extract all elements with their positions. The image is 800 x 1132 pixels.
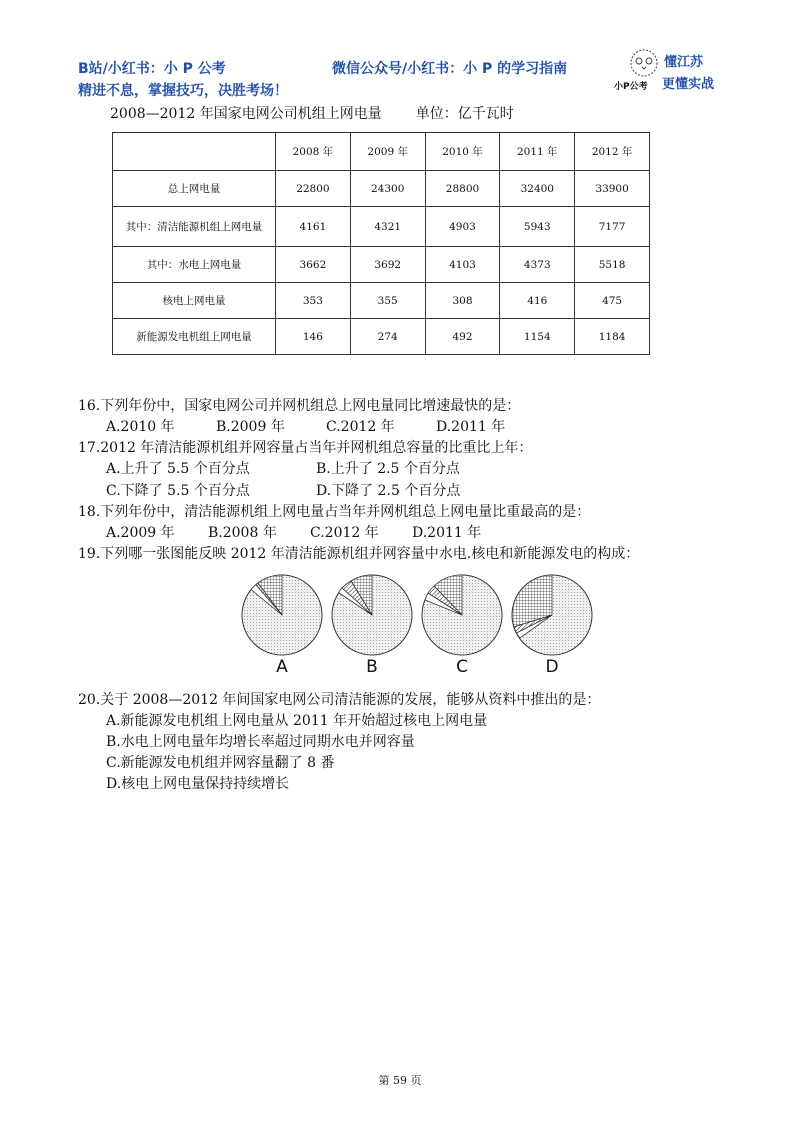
option-b[interactable]: B.水电上网电量年均增长率超过同期水电并网容量: [106, 734, 415, 750]
question-16-options: [106, 416, 546, 436]
option-d[interactable]: D.下降了 2.5 个百分点: [316, 483, 461, 499]
table-cell: 146: [276, 319, 351, 355]
pie-chart-b: [330, 573, 414, 657]
table-cell: 4373: [500, 247, 575, 283]
table-cell: 7177: [575, 207, 650, 247]
table-unit: 单位：亿千瓦时: [415, 106, 514, 122]
table-title: 2008—2012 年国家电网公司机组上网电量: [110, 106, 382, 122]
table-cell: 492: [425, 319, 500, 355]
option-b[interactable]: B.上升了 2.5 个百分点: [316, 461, 460, 477]
table-cell: 274: [350, 319, 425, 355]
row-header: 总上网电量: [113, 171, 276, 207]
question-17-options-row1: [106, 458, 460, 478]
pie-option-b[interactable]: [330, 573, 414, 683]
table-row: [113, 319, 650, 355]
header-bilibili-label: B站/小红书：小 P 公考: [78, 61, 226, 77]
header-slogan: 精进不息，掌握技巧，决胜考场！: [78, 83, 288, 99]
pie-option-d[interactable]: [510, 573, 594, 683]
header-wechat-label: 微信公众号/小红书：小 P 的学习指南: [332, 61, 568, 77]
question-18-stem: 18.下列年份中，清洁能源机组上网电量占当年并网机组总上网电量比重最高的是：: [78, 504, 591, 520]
table-cell: 4321: [350, 207, 425, 247]
table-cell: 308: [425, 283, 500, 319]
pie-options: [240, 573, 600, 683]
option-b[interactable]: B.2009 年: [216, 419, 285, 435]
column-header: 2009 年: [350, 133, 425, 171]
option-d[interactable]: D.核电上网电量保持持续增长: [106, 776, 290, 792]
brand-logo: [612, 48, 742, 98]
table-cell: 4903: [425, 207, 500, 247]
pie-label-a: A: [276, 657, 288, 677]
table-row: [113, 171, 650, 207]
table-cell: 4161: [276, 207, 351, 247]
pie-label-d: D: [545, 657, 559, 677]
table-cell: 32400: [500, 171, 575, 207]
pie-label-b: B: [366, 657, 378, 677]
table-cell: 416: [500, 283, 575, 319]
row-header: 新能源发电机组上网电量: [113, 319, 276, 355]
option-a[interactable]: A.2010 年: [106, 419, 175, 435]
table-cell: 353: [276, 283, 351, 319]
table-cell: 5518: [575, 247, 650, 283]
pie-chart-c: [420, 573, 504, 657]
table-cell: 22800: [276, 171, 351, 207]
logo-brand-name: 小P公考: [614, 82, 648, 92]
table-corner-cell: [113, 133, 276, 171]
option-c[interactable]: C.2012 年: [310, 525, 379, 541]
option-d[interactable]: D.2011 年: [412, 525, 482, 541]
row-header: 其中：水电上网电量: [113, 247, 276, 283]
table-cell: 475: [575, 283, 650, 319]
row-header: 核电上网电量: [113, 283, 276, 319]
pie-label-c: C: [456, 657, 468, 677]
option-c[interactable]: C.下降了 5.5 个百分点: [106, 483, 250, 499]
question-20-stem: 20.关于 2008—2012 年间国家电网公司清洁能源的发展，能够从资料中推出的是：: [78, 692, 601, 708]
question-18-options: [106, 522, 514, 542]
owl-mascot-icon: [626, 48, 662, 78]
logo-tag-top: 懂江苏: [664, 55, 704, 70]
option-a[interactable]: A.上升了 5.5 个百分点: [106, 461, 250, 477]
pie-chart-d: [510, 573, 594, 657]
option-d[interactable]: D.2011 年: [436, 419, 506, 435]
table-caption: [110, 103, 514, 123]
table-cell: 3692: [350, 247, 425, 283]
table-cell: 24300: [350, 171, 425, 207]
pie-option-c[interactable]: [420, 573, 504, 683]
data-table: [112, 132, 650, 354]
column-header: 2012 年: [575, 133, 650, 171]
row-header: 其中：清洁能源机组上网电量: [113, 207, 276, 247]
pie-option-a[interactable]: [240, 573, 324, 683]
column-header: 2010 年: [425, 133, 500, 171]
option-c[interactable]: C.2012 年: [326, 419, 395, 435]
table-cell: 28800: [425, 171, 500, 207]
option-b[interactable]: B.2008 年: [208, 525, 277, 541]
table-cell: 1154: [500, 319, 575, 355]
table-row: [113, 207, 650, 247]
table-cell: 1184: [575, 319, 650, 355]
question-17-options-row2: [106, 480, 460, 500]
option-a[interactable]: A.2009 年: [106, 525, 175, 541]
option-c[interactable]: C.新能源发电机组并网容量翻了 8 番: [106, 755, 335, 771]
question-19-stem: 19.下列哪一张图能反映 2012 年清洁能源机组并网容量中水电.核电和新能源发电的构成：: [78, 546, 640, 562]
table-cell: 3662: [276, 247, 351, 283]
table-cell: 355: [350, 283, 425, 319]
page-number: 第 59 页: [378, 1074, 422, 1087]
table-header-row: [113, 133, 650, 171]
column-header: 2011 年: [500, 133, 575, 171]
logo-tag-bottom: 更懂实战: [662, 77, 715, 92]
table-row: [113, 283, 650, 319]
table-cell: 5943: [500, 207, 575, 247]
table-row: [113, 247, 650, 283]
option-a[interactable]: A.新能源发电机组上网电量从 2011 年开始超过核电上网电量: [106, 713, 488, 729]
column-header: 2008 年: [276, 133, 351, 171]
pie-chart-a: [240, 573, 324, 657]
table-cell: 4103: [425, 247, 500, 283]
question-17-stem: 17.2012 年清洁能源机组并网容量占当年并网机组总容量的比重比上年：: [78, 440, 533, 456]
question-16-stem: 16.下列年份中，国家电网公司并网机组总上网电量同比增速最快的是：: [78, 398, 521, 414]
table-cell: 33900: [575, 171, 650, 207]
